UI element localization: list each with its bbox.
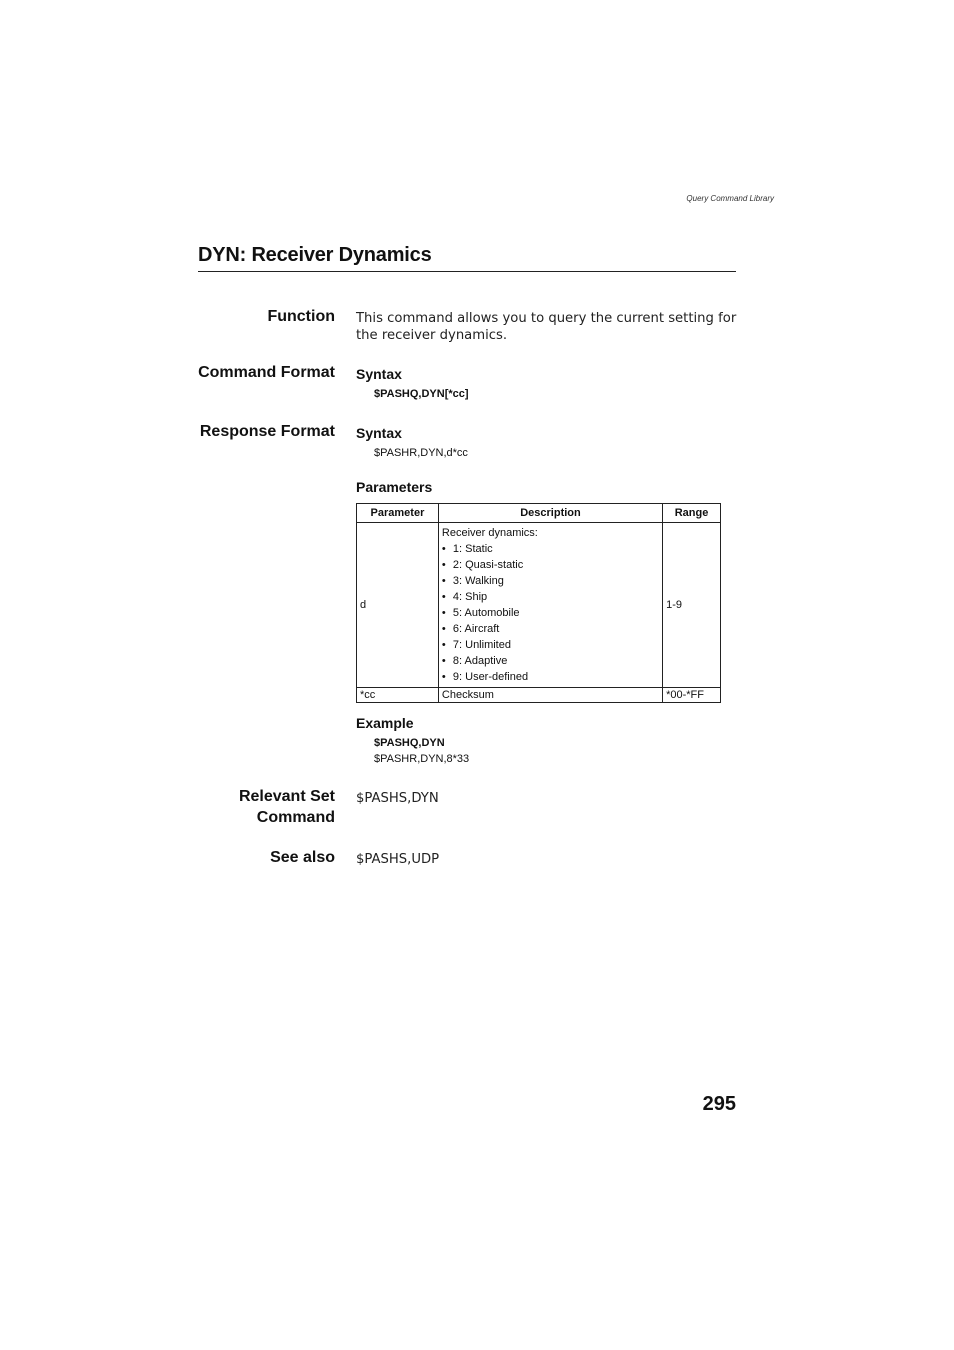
bullet-icon: •	[441, 591, 446, 603]
section-label-command-format: Command Format	[198, 364, 335, 381]
dynamics-list	[442, 541, 659, 685]
page-number: 295	[702, 1093, 736, 1115]
bullet-icon: •	[441, 655, 446, 667]
table-header-range: Range	[663, 504, 721, 523]
running-header: Query Command Library	[686, 194, 774, 203]
list-item: • 6: Aircraft	[441, 623, 500, 635]
bullet-icon: •	[441, 607, 446, 619]
relevant-set-command: $PASHS,DYN	[356, 791, 439, 806]
table-cell-parameter: *cc	[357, 688, 439, 703]
bullet-icon: •	[441, 543, 446, 555]
table-cell-description: Checksum	[438, 688, 662, 703]
command-syntax: $PASHQ,DYN[*cc]	[374, 388, 469, 400]
list-item: • 5: Automobile	[441, 607, 520, 619]
example-response: $PASHR,DYN,8*33	[374, 753, 470, 765]
list-item: • 8: Adaptive	[441, 655, 508, 667]
bullet-icon: •	[441, 575, 446, 587]
table-row	[357, 688, 721, 703]
section-label-relevant-set-command: Relevant Set Command	[238, 788, 335, 826]
list-item: • 3: Walking	[441, 575, 504, 587]
response-syntax: $PASHR,DYN,d*cc	[374, 447, 468, 459]
bullet-icon: •	[441, 671, 446, 683]
parameters-table	[356, 503, 721, 703]
list-item: • 7: Unlimited	[441, 639, 511, 651]
table-header-description: Description	[438, 504, 662, 523]
bullet-icon: •	[441, 623, 446, 635]
section-label-response-format: Response Format	[199, 423, 335, 440]
bullet-icon: •	[441, 639, 446, 651]
table-header-row	[357, 504, 721, 523]
table-cell-range: 1-9	[663, 523, 721, 688]
description-lead: Receiver dynamics:	[441, 527, 538, 539]
table-header-parameter: Parameter	[357, 504, 439, 523]
table-row	[357, 523, 721, 688]
section-label-function: Function	[267, 308, 335, 325]
example-heading: Example	[356, 715, 414, 731]
table-cell-parameter: d	[357, 523, 439, 688]
function-description: This command allows you to query the current setting for the receiver dynamics.	[356, 311, 737, 343]
table-cell-range: *00-*FF	[663, 688, 721, 703]
section-label-see-also: See also	[270, 849, 335, 866]
command-syntax-heading: Syntax	[356, 366, 402, 382]
list-item: • 2: Quasi-static	[441, 559, 524, 571]
parameters-heading: Parameters	[356, 479, 433, 495]
list-item: • 4: Ship	[441, 591, 488, 603]
page-title: DYN: Receiver Dynamics	[198, 244, 432, 266]
list-item: • 9: User-defined	[441, 671, 529, 683]
example-query: $PASHQ,DYN	[374, 737, 445, 749]
list-item: • 1: Static	[441, 543, 493, 555]
response-syntax-heading: Syntax	[356, 425, 402, 441]
bullet-icon: •	[441, 559, 446, 571]
table-cell-description	[438, 523, 662, 688]
see-also-command: $PASHS,UDP	[356, 852, 440, 867]
title-rule	[198, 271, 736, 272]
